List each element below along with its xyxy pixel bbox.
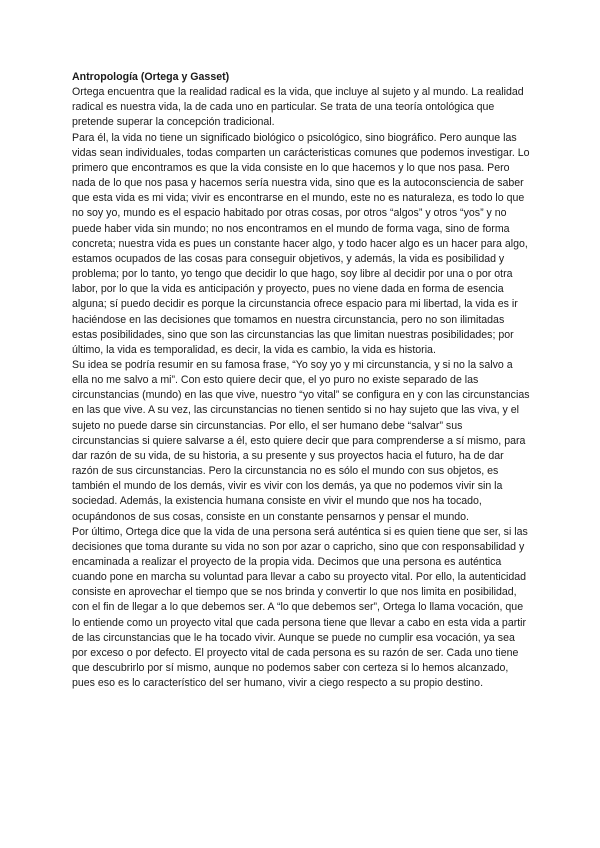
document-body bbox=[72, 70, 532, 691]
document-title: Antropología (Ortega y Gasset) bbox=[72, 71, 230, 83]
paragraph-4: Por último, Ortega dice que la vida de una persona será auténtica si es quien tiene que ser, si las decisiones que toma durante su vida no son por azar o capricho, sino que con responsabilidad y encaminada a realizar el proyecto de la propia vida. Decimos que una persona es auténtica cuando pone en marcha su voluntad para llevar a cabo su proyecto vital. Por ello, la autenticidad consiste en aprovechar el tiempo que se nos brinda y convertir lo que nos limita en posibilidad, con el fin de llegar a lo que debemos ser. A “lo que debemos ser”, Ortega lo llama vocación, que lo entiende como un proyecto vital que cada persona tiene que llevar a cabo en esta vida a partir de las circunstancias que le ha tocado vivir. Aunque se puede no cumplir esa vocación, ya sea por exceso o por defecto. El proyecto vital de cada persona es su razón de ser. Cada uno tiene que descubrirlo por sí mismo, aunque no podemos saber con certeza si lo hemos alcanzado, pues eso es lo característico del ser humano, vivir a ciego respecto a su propio destino. bbox=[72, 525, 528, 690]
paragraph-3: Su idea se podría resumir en su famosa frase, “Yo soy yo y mi circunstancia, y si no la salvo a ella no me salvo a mi”. Con esto quiere decir que, el yo puro no existe separado de las circunstancias (mundo) en las que vive, nuestro “yo vital” se configura en y con las circunstancias en las que vive. A su vez, las circunstancias no tienen sentido si no hay sujeto que las viva, y el sujeto no puede darse sin circunstancias. Por ello, el ser humano debe “salvar” sus circunstancias si quiere salvarse a él, esto quiere decir que para comprenderse a sí mismo, para dar razón de su vida, de su historia, a su presente y sus proyectos hacia el futuro, ha de dar razón de sus circunstancias. Pero la circunstancia no es sólo el mundo con sus objetos, es también el mundo de los demás, vivir es vivir con los demás, ya que no podemos vivir sin la sociedad. Además, la existencia humana consiste en vivir el mundo que nos ha tocado, ocupándonos de sus cosas, consiste en un constante pensarnos y pensar el mundo. bbox=[72, 358, 530, 523]
paragraph-2: Para él, la vida no tiene un significado biológico o psicológico, sino biográfico. Pero aunque las vidas sean individuales, todas comparten un carácteristicas comunes que podemos investigar. Lo primero que encontramos es que la vida consiste en lo que hacemos y lo que nos pasa. Pero nada de lo que nos pasa y hacemos sería nuestra vida, sino que es la autoconsciencia de saber que esta vida es mi vida; vivir es encontrarse en el mundo, este no es naturaleza, es todo lo que no soy yo, mundo es el espacio habitado por otras cosas, por otros “algos” y otros “yos” y no puede haber vida sin mundo; no nos encontramos en el mundo de forma vaga, sino de forma concreta; nuestra vida es pues un constante hacer algo, y todo hacer algo es un hacer para algo, estamos ocupados de las cosas para conseguir objetivos, y además, la vida es posibilidad y problema; por lo tanto, yo tengo que decidir lo que hago, soy libre al decidir por una o por otra labor, por lo que la vida es anticipación y proyecto, pues no viene dada en forma de esencia alguna; sí puedo decidir es porque la circunstancia ofrece espacio para mi libertad, la vida es ir haciéndose en las decisiones que tomamos en nuestra circunstancia, pero no son ilimitadas estas posibilidades, sino que son las circunstancias las que limitan nuestras posibilidades; por último, la vida es temporalidad, es decir, la vida es cambio, la vida es historia. bbox=[72, 131, 530, 356]
paragraph-1: Ortega encuentra que la realidad radical es la vida, que incluye al sujeto y al mundo. La realidad radical es nuestra vida, la de cada uno en particular. Se trata de una teoría ontológica que pretende superar la concepción tradicional. bbox=[72, 86, 524, 129]
